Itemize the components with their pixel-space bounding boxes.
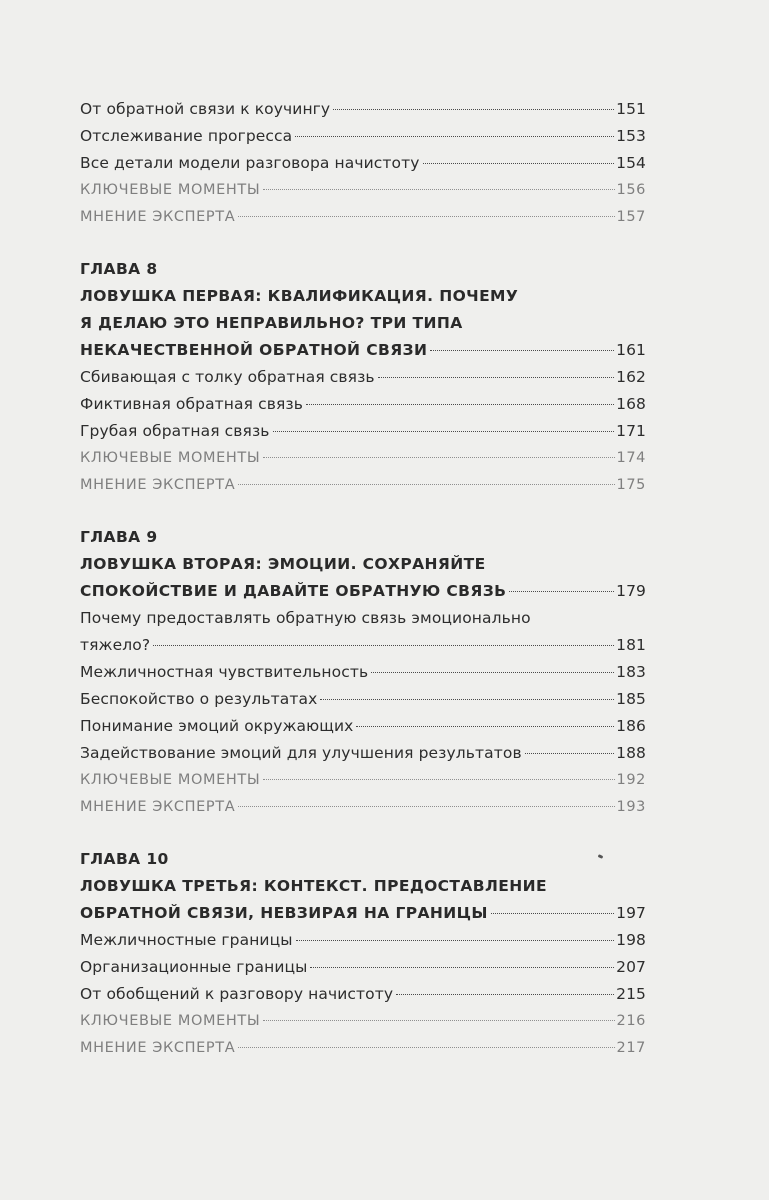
dot-leader — [491, 913, 614, 914]
toc-entry-page: 157 — [616, 209, 646, 225]
toc-entry[interactable] — [80, 713, 646, 740]
chapter-10 — [80, 846, 646, 1062]
dot-leader — [509, 591, 614, 592]
toc-entry-label: МНЕНИЕ ЭКСПЕРТА — [80, 799, 236, 815]
toc-entry-label: КЛЮЧЕВЫЕ МОМЕНТЫ — [80, 450, 261, 466]
toc-entry-page: 154 — [616, 154, 646, 172]
toc-entry[interactable] — [80, 632, 646, 659]
toc-entry-label: Фиктивная обратная связь — [80, 395, 303, 413]
dot-leader — [310, 967, 614, 968]
toc-entry-key-points[interactable] — [80, 177, 646, 204]
chapter-title-line: Я ДЕЛАЮ ЭТО НЕПРАВИЛЬНО? ТРИ ТИПА — [80, 314, 463, 332]
table-of-contents-page — [80, 96, 646, 1062]
toc-entry-label: КЛЮЧЕВЫЕ МОМЕНТЫ — [80, 772, 261, 788]
chapter-title-line: ЛОВУШКА ВТОРАЯ: ЭМОЦИИ. СОХРАНЯЙТЕ — [80, 555, 486, 573]
toc-entry-page: 217 — [616, 1040, 646, 1056]
dot-leader — [263, 779, 614, 780]
toc-entry-key-points[interactable] — [80, 1008, 646, 1035]
toc-entry-label-first-line[interactable]: Почему предоставлять обратную связь эмоционально — [80, 609, 531, 627]
toc-entry-label: МНЕНИЕ ЭКСПЕРТА — [80, 209, 236, 225]
chapter-number: ГЛАВА 8 — [80, 260, 158, 278]
previous-chapter-entries — [80, 96, 646, 231]
dot-leader — [273, 431, 615, 432]
dot-leader — [356, 726, 614, 727]
dot-leader — [423, 163, 615, 164]
toc-entry-page: 207 — [616, 958, 646, 976]
toc-entry[interactable] — [80, 686, 646, 713]
toc-entry-page: 186 — [616, 717, 646, 735]
toc-entry-expert-opinion[interactable] — [80, 794, 646, 821]
toc-entry-key-points[interactable] — [80, 445, 646, 472]
toc-entry-label: КЛЮЧЕВЫЕ МОМЕНТЫ — [80, 182, 261, 198]
toc-entry[interactable] — [80, 740, 646, 767]
toc-entry-label: Организационные границы — [80, 958, 308, 976]
chapter-title-last-line: НЕКАЧЕСТВЕННОЙ ОБРАТНОЙ СВЯЗИ — [80, 341, 428, 359]
chapter-8 — [80, 256, 646, 499]
dot-leader — [263, 189, 614, 190]
chapter-number: ГЛАВА 10 — [80, 850, 169, 868]
toc-entry-label: тяжело? — [80, 636, 151, 654]
toc-entry-label: Понимание эмоций окружающих — [80, 717, 354, 735]
toc-entry-page: 216 — [616, 1013, 646, 1029]
chapter-title-last-line: СПОКОЙСТВИЕ И ДАВАЙТЕ ОБРАТНУЮ СВЯЗЬ — [80, 582, 507, 600]
dot-leader — [263, 457, 614, 458]
chapter-title-line: ЛОВУШКА ТРЕТЬЯ: КОНТЕКСТ. ПРЕДОСТАВЛЕНИЕ — [80, 877, 547, 895]
toc-entry-page: 198 — [616, 931, 646, 949]
toc-entry-label: От обобщений к разговору начистоту — [80, 985, 394, 1003]
toc-entry[interactable] — [80, 364, 646, 391]
toc-entry-page: 215 — [616, 985, 646, 1003]
toc-entry[interactable] — [80, 123, 646, 150]
dot-leader — [238, 484, 614, 485]
dot-leader — [306, 404, 614, 405]
toc-entry[interactable] — [80, 659, 646, 686]
toc-entry-label: Грубая обратная связь — [80, 422, 270, 440]
toc-entry-label: Все детали модели разговора начистоту — [80, 154, 420, 172]
dot-leader — [238, 806, 614, 807]
toc-entry-expert-opinion[interactable] — [80, 472, 646, 499]
toc-entry-label: Межличностные границы — [80, 931, 293, 949]
toc-entry[interactable] — [80, 391, 646, 418]
chapter-title-entry[interactable] — [80, 900, 646, 927]
toc-entry-page: 183 — [616, 663, 646, 681]
toc-entry-label: Беспокойство о результатах — [80, 690, 318, 708]
toc-entry-label: Межличностная чувствительность — [80, 663, 369, 681]
chapter-title-entry[interactable] — [80, 337, 646, 364]
dot-leader — [295, 136, 614, 137]
toc-entry-label: От обратной связи к коучингу — [80, 100, 331, 118]
dot-leader — [378, 377, 614, 378]
toc-entry-page: 192 — [616, 772, 646, 788]
toc-entry-label: МНЕНИЕ ЭКСПЕРТА — [80, 1040, 236, 1056]
toc-entry-page: 171 — [616, 422, 646, 440]
chapter-title-entry[interactable] — [80, 578, 646, 605]
toc-entry[interactable] — [80, 96, 646, 123]
toc-entry[interactable] — [80, 150, 646, 177]
toc-entry-page: 197 — [616, 904, 646, 922]
toc-entry[interactable] — [80, 981, 646, 1008]
toc-entry-page: 193 — [616, 799, 646, 815]
toc-entry-expert-opinion[interactable] — [80, 204, 646, 231]
dot-leader — [333, 109, 614, 110]
chapter-title-line: ЛОВУШКА ПЕРВАЯ: КВАЛИФИКАЦИЯ. ПОЧЕМУ — [80, 287, 519, 305]
dot-leader — [238, 216, 614, 217]
toc-entry-page: 179 — [616, 582, 646, 600]
toc-entry-label: МНЕНИЕ ЭКСПЕРТА — [80, 477, 236, 493]
toc-entry-label: Задействование эмоций для улучшения результатов — [80, 744, 522, 762]
toc-entry[interactable] — [80, 927, 646, 954]
toc-entry-expert-opinion[interactable] — [80, 1035, 646, 1062]
toc-entry-page: 153 — [616, 127, 646, 145]
dot-leader — [371, 672, 614, 673]
toc-entry-page: 175 — [616, 477, 646, 493]
toc-entry-label: КЛЮЧЕВЫЕ МОМЕНТЫ — [80, 1013, 261, 1029]
dot-leader — [396, 994, 614, 995]
toc-entry-page: 185 — [616, 690, 646, 708]
dot-leader — [296, 940, 615, 941]
toc-entry-label: Отслеживание прогресса — [80, 127, 293, 145]
dot-leader — [430, 350, 614, 351]
toc-entry-page: 174 — [616, 450, 646, 466]
dot-leader — [153, 645, 614, 646]
toc-entry-page: 188 — [616, 744, 646, 762]
dot-leader — [525, 753, 614, 754]
toc-entry-page: 151 — [616, 100, 646, 118]
toc-entry-page: 168 — [616, 395, 646, 413]
dot-leader — [238, 1047, 614, 1048]
toc-entry-page: 156 — [616, 182, 646, 198]
dot-leader — [320, 699, 614, 700]
toc-entry[interactable] — [80, 954, 646, 981]
toc-entry[interactable] — [80, 418, 646, 445]
toc-entry-page: 161 — [616, 341, 646, 359]
toc-entry-page: 162 — [616, 368, 646, 386]
dot-leader — [263, 1020, 614, 1021]
toc-entry-page: 181 — [616, 636, 646, 654]
toc-entry-label: Сбивающая с толку обратная связь — [80, 368, 375, 386]
toc-entry-key-points[interactable] — [80, 767, 646, 794]
chapter-number: ГЛАВА 9 — [80, 528, 158, 546]
chapter-title-last-line: ОБРАТНОЙ СВЯЗИ, НЕВЗИРАЯ НА ГРАНИЦЫ — [80, 904, 488, 922]
chapter-9 — [80, 524, 646, 821]
